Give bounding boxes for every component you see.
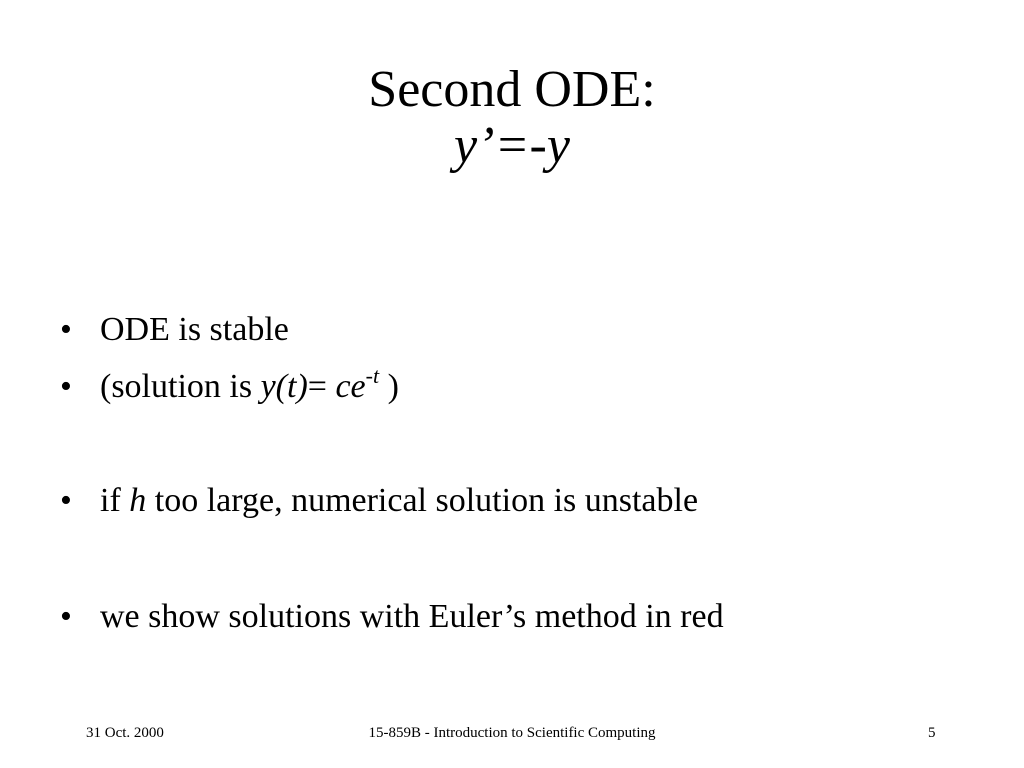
bullet-text-suffix: ) [379,368,399,405]
bullet-item-step-size [60,481,698,521]
slide-title [0,62,1024,174]
footer-course-title: 15-859B - Introduction to Scientific Computing [368,725,656,741]
bullet-text-prefix: (solution is [100,368,261,405]
bullet-text-suffix: too large, numerical solution is unstable [146,482,699,519]
step-size-variable: h [129,482,147,519]
bullet-item-euler [60,597,724,637]
solution-base: ce [335,368,366,405]
footer-page-number: 5 [928,725,936,741]
bullet-marker: • [60,482,72,519]
slide-title-text: Second ODE: [368,61,656,118]
bullet-marker: • [60,598,72,635]
bullet-text: ODE is stable [100,311,289,348]
bullet-marker: • [60,368,72,405]
bullet-item-solution [60,363,399,407]
bullet-marker: • [60,311,72,348]
bullet-text: we show solutions with Euler’s method in red [100,598,724,635]
bullet-text-prefix: if [100,482,130,519]
bullet-item-stable [60,310,289,350]
solution-exponent: -t [365,363,380,388]
footer-date: 31 Oct. 2000 [86,725,164,741]
solution-equals: = [307,368,336,405]
slide-title-formula: y’=-y [454,117,570,174]
solution-function: y(t) [260,368,308,405]
